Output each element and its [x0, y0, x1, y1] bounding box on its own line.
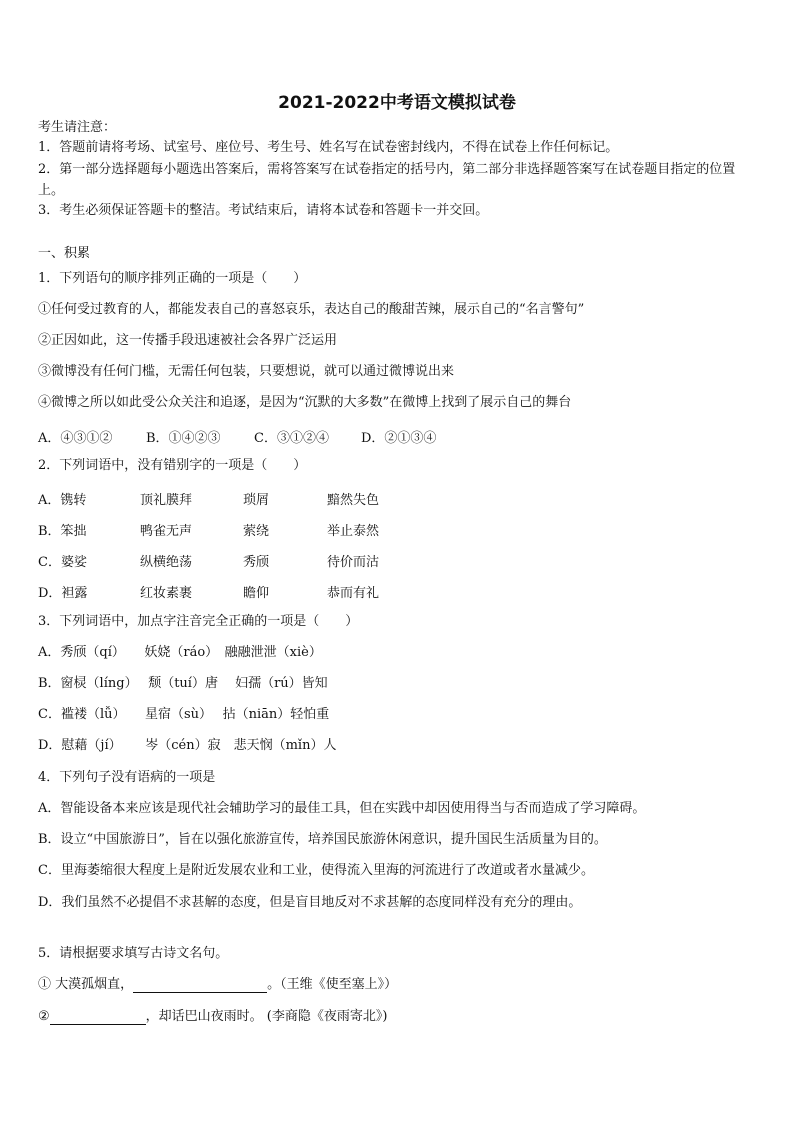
q2-row-d-4: 恭而有礼 — [327, 586, 380, 601]
q5-stem: 5．请根据要求填写古诗文名句。 — [38, 946, 229, 961]
q1-option-b: B．①④②③ — [146, 431, 221, 446]
q2-row-a-1: A．镌转 — [38, 493, 87, 508]
q2-row-b-2: 鸭雀无声 — [140, 524, 193, 539]
q5-item-2-blank[interactable] — [50, 1010, 146, 1025]
q4-option-c: C．里海萎缩很大程度上是附近发展农业和工业，使得流入里海的河流进行了改道或者水量减少。 — [38, 863, 594, 878]
q2-row-c-4: 待价而沽 — [327, 555, 380, 570]
section-heading: 一、积累 — [38, 246, 91, 261]
q5-item-1-suffix: 。（王维《使至塞上》） — [267, 977, 398, 992]
q2-row-c-1: C．婆娑 — [38, 555, 87, 570]
q2-row-c-3: 秀颀 — [243, 555, 270, 570]
notice-heading: 考生请注意： — [38, 120, 117, 135]
q3-stem: 3．下列词语中，加点字注音完全正确的一项是（ ） — [38, 614, 359, 629]
q2-row-b-3: 萦绕 — [243, 524, 270, 539]
q5-item-2 — [38, 1009, 387, 1025]
q2-row-c-2: 纵横绝荡 — [140, 555, 193, 570]
q3-option-a: A．秀颀（qí） 妖娆（ráo） 融融泄泄（xiè） — [38, 645, 322, 660]
q1-option-c: C．③①②④ — [254, 431, 329, 446]
notice-item-1: 1．答题前请将考场、试室号、座位号、考生号、姓名写在试卷密封线内，不得在试卷上作任何标记。 — [38, 140, 619, 155]
q2-row-a-2: 顶礼膜拜 — [140, 493, 193, 508]
q4-option-a: A．智能设备本来应该是现代社会辅助学习的最佳工具，但在实践中却因使用得当与否而造成了学习障碍。 — [38, 801, 646, 816]
q5-item-2-suffix: ，却话巴山夜雨时。 (李商隐《夜雨寄北》) — [145, 1009, 388, 1024]
q2-stem: 2．下列词语中，没有错别字的一项是（ ） — [38, 458, 307, 473]
q3-option-c: C．褴褛（lǚ） 星宿（sù） 拈（niān）轻怕重 — [38, 707, 330, 722]
q4-option-b: B．设立“中国旅游日”，旨在以强化旅游宣传，培养国民旅游休闲意识，提升国民生活质量为目的。 — [38, 832, 607, 847]
q4-stem: 4．下列句子没有语病的一项是 — [38, 770, 216, 785]
q3-option-d: D．慰藉（jí） 岑（cén）寂 悲天悯（mǐn）人 — [38, 738, 337, 753]
q2-row-b-1: B．笨拙 — [38, 524, 87, 539]
q2-row-d-3: 瞻仰 — [243, 586, 270, 601]
page-title: 2021-2022中考语文模拟试卷 — [278, 93, 516, 113]
q1-sentence-4: ④微博之所以如此受公众关注和追逐，是因为“沉默的大多数”在微博上找到了展示自己的舞台 — [38, 395, 572, 410]
notice-item-3: 3．考生必须保证答题卡的整洁。考试结束后，请将本试卷和答题卡一并交回。 — [38, 203, 489, 218]
q2-row-a-4: 黯然失色 — [327, 493, 380, 508]
q5-item-1-prefix: ① 大漠孤烟直， — [38, 977, 134, 992]
notice-item-2: 2．第一部分选择题每小题选出答案后，需将答案写在试卷指定的括号内，第二部分非选择题答案写在试卷题目指定的位置上。 — [38, 162, 736, 198]
q5-item-1-blank[interactable] — [133, 978, 267, 993]
q4-option-d: D．我们虽然不必提倡不求甚解的态度，但是盲目地反对不求甚解的态度同样没有充分的理由。 — [38, 895, 582, 910]
q2-row-d-2: 红妆素裹 — [140, 586, 193, 601]
q1-sentence-2: ②正因如此，这一传播手段迅速被社会各界广泛运用 — [38, 333, 338, 348]
q5-item-1 — [38, 977, 397, 993]
q2-row-b-4: 举止泰然 — [327, 524, 380, 539]
q2-row-a-3: 琐屑 — [243, 493, 270, 508]
q1-option-d: D．②①③④ — [361, 431, 437, 446]
q1-option-a: A．④③①② — [38, 431, 113, 446]
q1-sentence-1: ①任何受过教育的人，都能发表自己的喜怒哀乐，表达自己的酸甜苦辣，展示自己的“名言警句” — [38, 302, 585, 317]
q2-row-d-1: D．袒露 — [38, 586, 88, 601]
q1-sentence-3: ③微博没有任何门槛，无需任何包装，只要想说，就可以通过微博说出来 — [38, 364, 455, 379]
q5-item-2-prefix: ② — [38, 1009, 50, 1024]
q1-stem: 1．下列语句的顺序排列正确的一项是（ ） — [38, 271, 307, 286]
q3-option-b: B．窗棂（líng） 颓（tuí）唐 妇孺（rú）皆知 — [38, 676, 328, 691]
